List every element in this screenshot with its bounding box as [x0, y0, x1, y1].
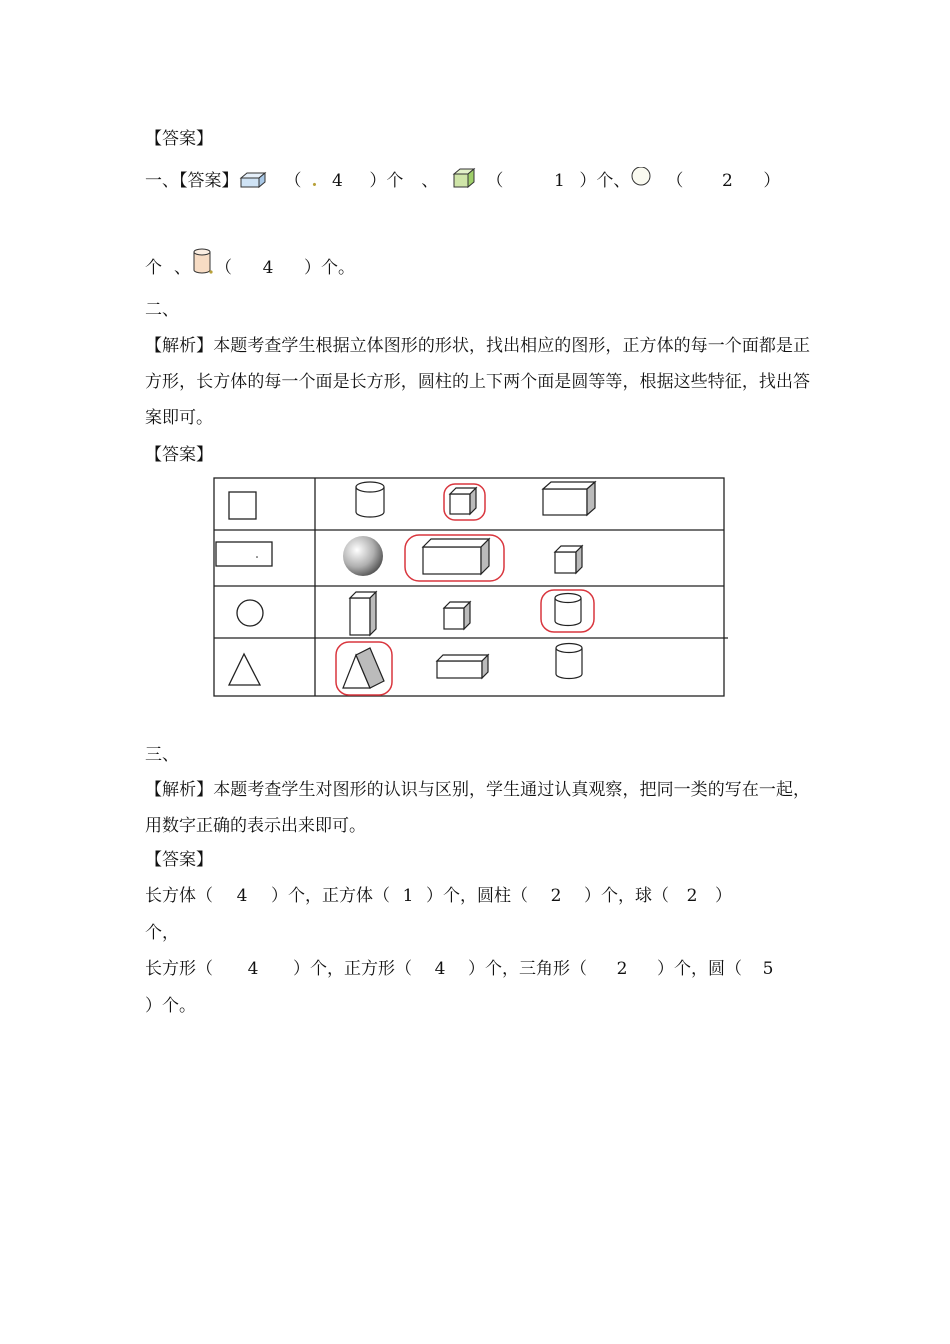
- section3-line2: 长方形（ 4 ）个，正方形（ 4 ）个，三角形（ 2 ）个，圆（ 5: [145, 957, 794, 981]
- cuboid-solid: [423, 539, 489, 574]
- cube-solid: [444, 602, 470, 629]
- section1-prefix: 一、【答案】: [145, 171, 239, 191]
- cylinder-solid: [555, 594, 581, 626]
- section2-analysis: 【解析】本题考查学生根据立体图形的形状，找出相应的图形，正方体的每一个面都是正方形，长方体的每一个面是长方形，圆柱的上下两个面是圆等等，根据这些特征，找出答案即可。: [145, 336, 810, 428]
- unit-text: 个: [145, 258, 162, 278]
- count-cylinder-solid: 2: [550, 886, 562, 906]
- paren-close-1: ）个: [369, 171, 404, 191]
- section3-analysis: 【解析】本题考查学生对图形的认识与区别，学生通过认真观察，把同一类的写在一起，用数字正确的表示出来即可。: [145, 780, 810, 836]
- paren-open-1: （: [284, 171, 302, 191]
- count-cube-solid: 1: [402, 886, 414, 906]
- section3-line1: 长方体（ 4 ）个，正方体（ 1 ）个，圆柱（ 2 ）个，球（ 2 ）: [145, 886, 732, 906]
- cuboid-solid: [543, 482, 595, 515]
- cube-solid: [555, 546, 582, 573]
- square-shape: [229, 492, 256, 519]
- cylinder-solid: [556, 644, 582, 679]
- triangular-prism-solid: [343, 648, 384, 688]
- triangle-shape: [229, 654, 260, 685]
- count-rectangle: 4: [247, 959, 259, 979]
- count-triangle: 2: [616, 959, 628, 979]
- cylinder-solid: [356, 482, 384, 517]
- section3-title: 三、: [145, 745, 179, 765]
- count-cuboid: 4: [332, 171, 343, 191]
- section3-answer-label: 【答案】: [145, 850, 213, 870]
- paren-open-4: （: [215, 258, 232, 278]
- paren-open-2: （: [486, 171, 504, 191]
- cuboid-solid: [437, 655, 488, 678]
- separator-2: 、: [174, 258, 191, 278]
- section2-title: 二、: [145, 300, 179, 320]
- count-cuboid-solid: 4: [236, 886, 248, 906]
- count-cylinder: 4: [262, 258, 274, 278]
- sphere-solid: [343, 536, 383, 576]
- rectangle-shape: [216, 542, 272, 566]
- paren-close-4: ）个。: [304, 258, 355, 278]
- section3-line2b: ）个。: [145, 996, 196, 1016]
- count-circle: 2: [722, 171, 733, 191]
- separator-1: 、: [421, 171, 439, 191]
- cube-solid: [450, 488, 476, 514]
- circle-shape: [237, 600, 263, 626]
- count-sphere-solid: 2: [686, 886, 698, 906]
- cuboid-solid: [350, 592, 376, 635]
- count-square: 4: [434, 959, 446, 979]
- count-circle-2d: 5: [762, 959, 774, 979]
- section3-line1b: 个，: [145, 923, 179, 943]
- paren-close-2: ）个、: [579, 171, 631, 191]
- paren-open-3: （: [666, 171, 684, 191]
- paren-close-3: ）: [763, 171, 781, 191]
- count-cube: 1: [554, 171, 565, 191]
- dot-mark: .: [311, 171, 318, 191]
- answer-heading: 【答案】: [145, 129, 213, 149]
- section2-answer-label: 【答案】: [145, 445, 213, 465]
